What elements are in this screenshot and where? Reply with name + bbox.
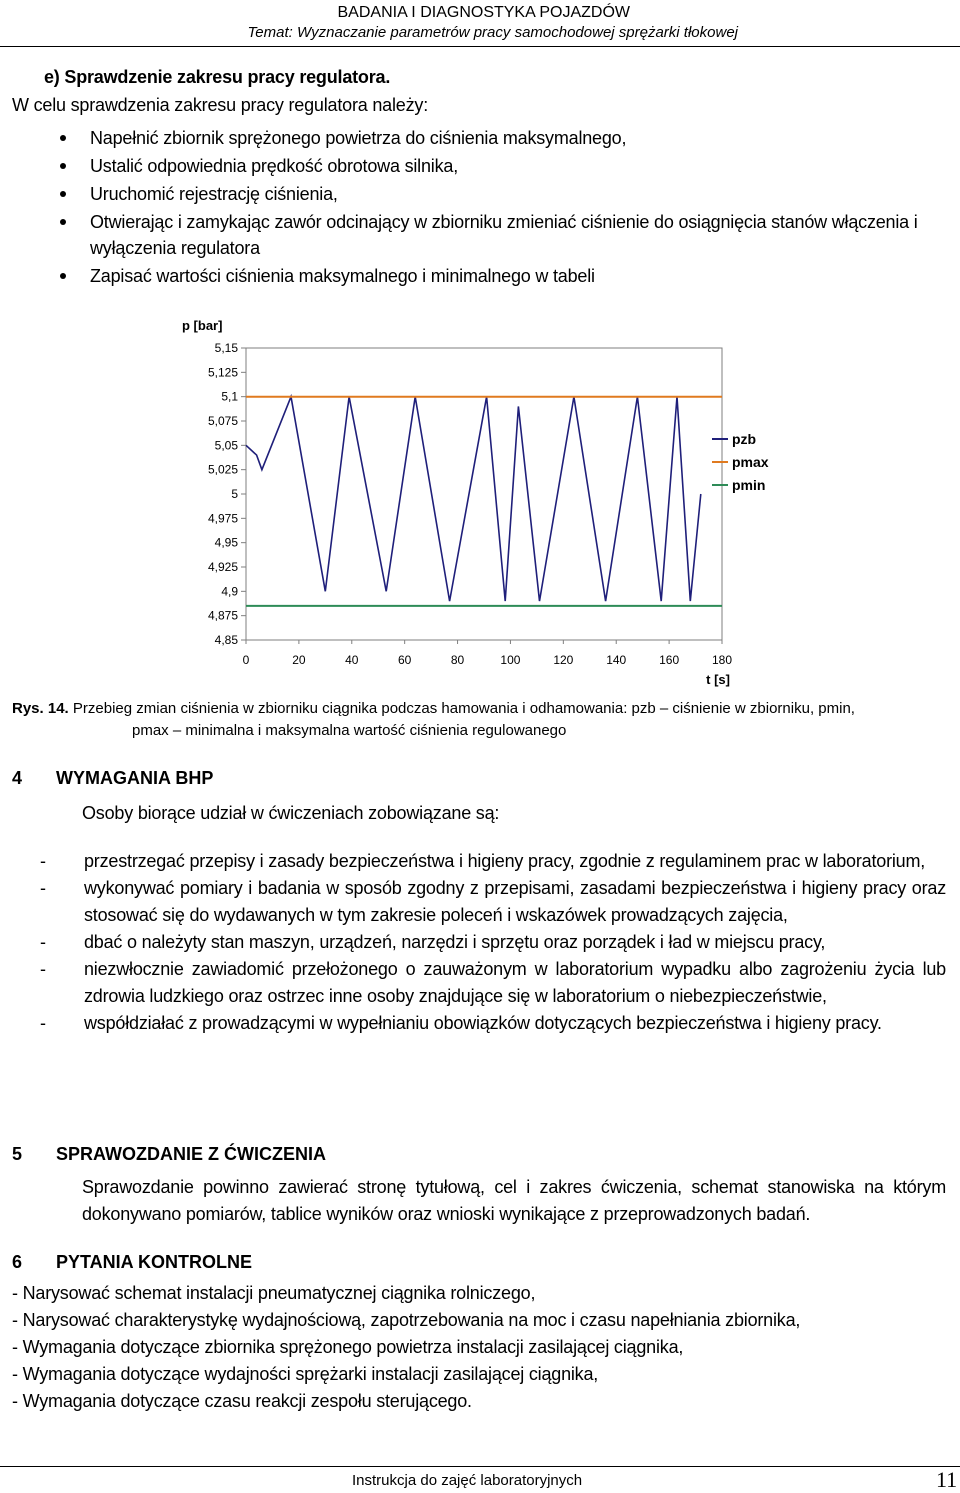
legend-label-pzb: pzb <box>732 431 757 447</box>
bullet-item: Zapisać wartości ciśnienia maksymalnego i minimalnego w tabeli <box>60 263 940 289</box>
list-item: - przestrzegać przepisy i zasady bezpieczeństwa i higieny pracy, zgodnie z regulaminem prac w laboratorium, <box>40 848 946 875</box>
bullet-item: Napełnić zbiornik sprężonego powietrza do ciśnienia maksymalnego, <box>60 125 940 151</box>
y-tick-label: 5,15 <box>214 341 238 355</box>
bhp-list <box>40 848 946 1037</box>
y-tick-label: 4,875 <box>207 608 238 623</box>
section-6-heading <box>0 1250 960 1274</box>
section-number: 6 <box>12 1252 23 1272</box>
header-subtitle: Temat: Wyznaczanie parametrów pracy samochodowej sprężarki tłokowej <box>247 24 738 41</box>
bullet-item: Ustalić odpowiednia prędkość obrotowa silnika, <box>60 153 940 179</box>
y-tick-label: 4,975 <box>207 511 238 526</box>
figure-caption <box>12 698 952 742</box>
x-axis-label: t [s] <box>706 672 730 687</box>
y-axis-ticks <box>208 341 246 647</box>
bullet-item: Otwierając i zamykając zawór odcinający w zbiorniku zmieniać ciśnienie do osiągnięcia stanów włączenia i wyłączenia regulatora <box>60 209 940 261</box>
y-axis-label: p [bar] <box>182 318 223 333</box>
header-title: BADANIA I DIAGNOSTYKA POJAZDÓW <box>337 4 630 21</box>
questions-list <box>12 1280 800 1415</box>
question-item: - Wymagania dotyczące czasu reakcji zespołu sterującego. <box>12 1391 472 1411</box>
question-item: - Narysować schemat instalacji pneumatycznej ciągnika rolniczego, <box>12 1283 536 1303</box>
x-tick-label: 20 <box>292 653 306 667</box>
footer-rule <box>0 1466 960 1467</box>
x-axis-ticks <box>243 640 733 667</box>
y-tick-label: 4,95 <box>214 535 238 550</box>
x-tick-label: 60 <box>397 653 412 667</box>
x-tick-label: 180 <box>711 653 733 667</box>
section-e-title: e) Sprawdzenie zakresu pracy regulatora. <box>44 67 391 87</box>
caption-label: Rys. 14. <box>12 700 69 717</box>
section-title: SPRAWOZDANIE Z ĆWICZENIA <box>56 1144 326 1164</box>
y-tick-label: 5,1 <box>221 389 238 404</box>
y-tick-label: 5 <box>231 487 238 501</box>
section-4-heading <box>0 766 960 790</box>
list-item: - współdziałać z prowadzącymi w wypełnianiu obowiązków dotyczących bezpieczeństwa i higieny pracy. <box>40 1010 946 1037</box>
section-title: WYMAGANIA BHP <box>56 768 214 788</box>
question-item: - Wymagania dotyczące zbiornika sprężonego powietrza instalacji zasilającej ciągnika, <box>12 1337 684 1357</box>
x-tick-label: 80 <box>450 653 465 667</box>
header-rule <box>0 46 960 47</box>
series-line-pzb <box>246 397 701 601</box>
y-tick-label: 5,075 <box>207 414 238 428</box>
y-tick-label: 5,125 <box>207 365 238 380</box>
x-tick-label: 120 <box>553 653 574 667</box>
list-item: - niezwłocznie zawiadomić przełożonego o zauważonym w laboratorium wypadku albo zagrożeniu życia lub zdrowia ludzkiego oraz ostrzec inne osoby znajdujące się w laboratorium o niebezpieczeństwie, <box>40 956 946 1010</box>
chart-legend <box>712 431 769 493</box>
question-item: - Wymagania dotyczące wydajności sprężarki instalacji zasilającej ciągnika, <box>12 1364 599 1384</box>
y-tick-label: 4,9 <box>221 584 238 599</box>
list-item: - dbać o należyty stan maszyn, urządzeń, narzędzi i sprzętu oraz porządek i ład w miejscu pracy, <box>40 929 946 956</box>
section-number: 4 <box>12 768 23 788</box>
y-tick-label: 4,85 <box>214 633 238 647</box>
section-e-intro: W celu sprawdzenia zakresu pracy regulatora należy: <box>12 95 428 115</box>
list-item: - wykonywać pomiary i badania w sposób zgodny z przepisami, zasadami bezpieczeństwa i higieny pracy oraz stosować się do wydawanych w tym zakresie poleceń i wskazówek prowadzących zajęcia, <box>40 875 946 929</box>
y-tick-label: 5,025 <box>207 462 238 477</box>
section-4-intro: Osoby biorące udział w ćwiczeniach zobowiązane są: <box>82 803 500 823</box>
legend-label-pmin: pmin <box>732 477 766 493</box>
page-number: 11 <box>936 1467 958 1492</box>
x-tick-label: 100 <box>500 653 521 667</box>
footer-text: Instrukcja do zajęć laboratoryjnych <box>352 1472 583 1489</box>
y-tick-label: 5,05 <box>214 438 238 453</box>
chart-series <box>246 397 722 606</box>
plot-frame <box>246 348 722 640</box>
caption-text: Przebieg zmian ciśnienia w zbiorniku ciągnika podczas hamowania i odhamowania: pzb – ciśnienie w zbiorniku, pmin, <box>72 700 855 717</box>
section-5-text: Sprawozdanie powinno zawierać stronę tytułową, cel i zakres ćwiczenia, schemat stanowiska na którym dokonywano pomiarów, tablice wyników oraz wnioski wynikające z przeprowadzonych badań. <box>82 1177 946 1224</box>
section-title: PYTANIA KONTROLNE <box>56 1252 252 1272</box>
legend-label-pmax: pmax <box>732 454 769 470</box>
x-tick-label: 140 <box>606 653 627 667</box>
x-tick-label: 160 <box>659 653 680 667</box>
question-item: - Narysować charakterystykę wydajnościową, zapotrzebowania na moc i czasu napełniania zbiornika, <box>12 1310 801 1330</box>
caption-text-2: pmax – minimalna i maksymalna wartość ciśnienia regulowanego <box>132 722 567 739</box>
bullet-item: Uruchomić rejestrację ciśnienia, <box>60 181 940 207</box>
section-5-heading <box>0 1142 960 1166</box>
pressure-chart <box>0 300 960 695</box>
section-e-bullets <box>60 125 940 291</box>
y-tick-label: 4,925 <box>207 560 238 574</box>
x-tick-label: 0 <box>242 653 250 667</box>
section-number: 5 <box>12 1144 23 1164</box>
x-tick-label: 40 <box>345 653 359 667</box>
